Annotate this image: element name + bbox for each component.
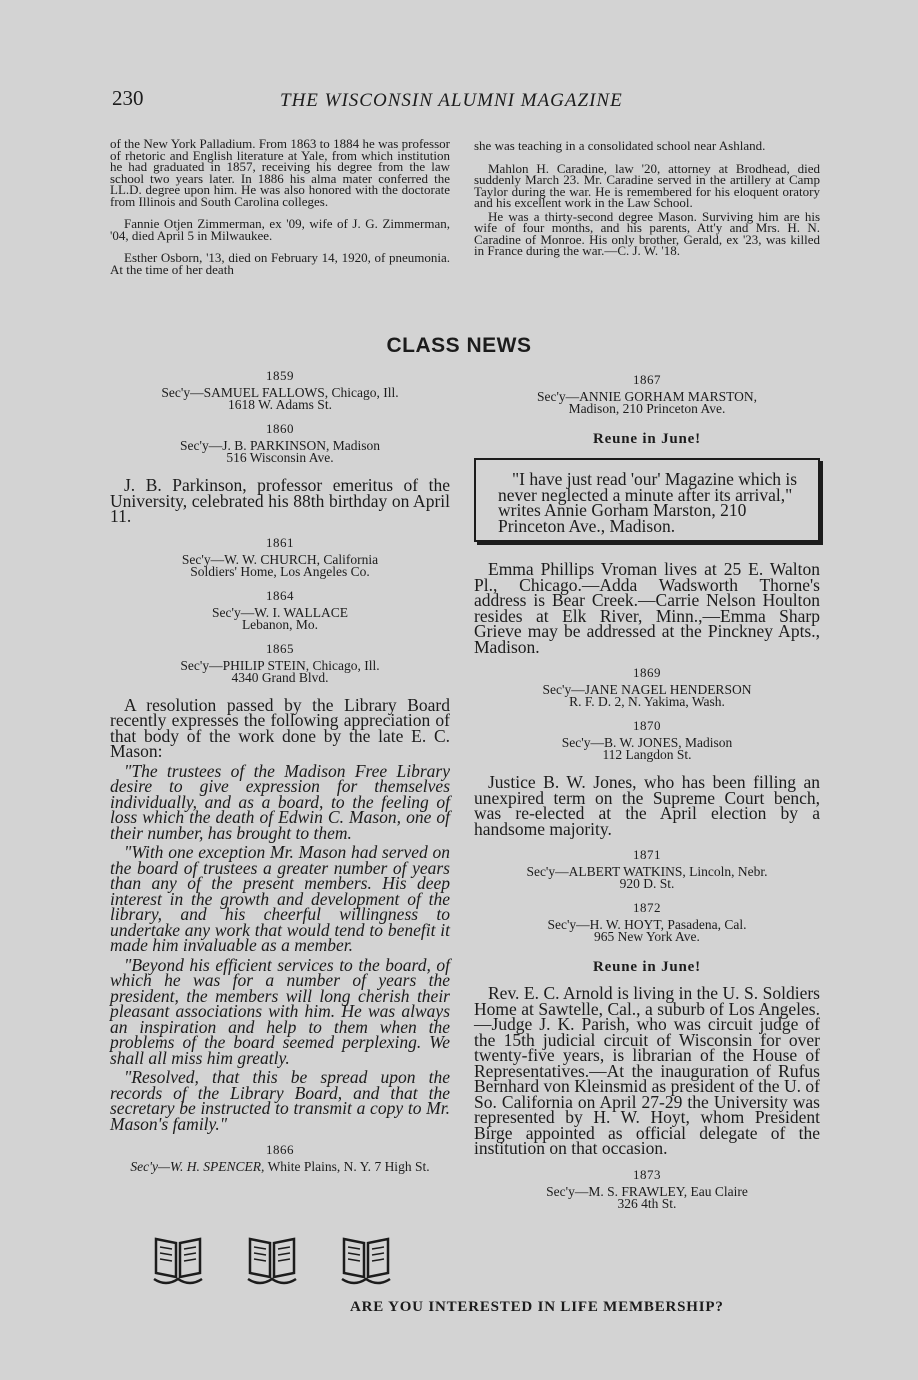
secretary-address: Soldiers' Home, Los Angeles Co. (190, 563, 370, 579)
obituary-paragraph: Mahlon H. Caradine, law '20, attorney at Brodhead, died suddenly March 23. Mr. Caradine served in the artillery at Camp Taylor during the war. He is remembered for his eloquent oratory and his excellent work in the Law School. (474, 160, 820, 210)
class-year: 1873 (633, 1166, 661, 1182)
obituary-paragraph: He was a thirty-second degree Mason. Surviving him are his wife of four months, and his parents, Att'y and Mrs. H. N. Caradine of Monroe. His only brother, Gerald, ex '23, was killed in France during the war.—C. J. W. '18. (474, 208, 820, 258)
obituary-paragraph: she was teaching in a consolidated school near Ashland. (474, 138, 766, 153)
secretary-address: 112 Langdon St. (602, 747, 692, 762)
secretary-address: 516 Wisconsin Ave. (226, 450, 334, 465)
resolution-text: "Resolved, that this be spread upon the records of the Library Board, and that the secretary be instructed to transmit a copy to Mr. Mason's family." (110, 1067, 450, 1134)
book-ornament-icon (244, 1235, 300, 1287)
secretary-block (474, 391, 820, 415)
news-paragraph (474, 983, 820, 1158)
secretary-name: Sec'y—SAMUEL FALLOWS, Chicago, Ill. (161, 385, 399, 400)
section-title: CLASS NEWS (386, 334, 532, 357)
running-header (110, 86, 670, 116)
obituary-paragraph: Fannie Otjen Zimmerman, ex '09, wife of J. G. Zimmerman, '04, died April 5 in Milwaukee. (110, 216, 450, 243)
class-year: 1861 (266, 534, 294, 550)
news-paragraph (110, 475, 450, 526)
secretary-block (474, 737, 820, 761)
news-paragraph (474, 772, 820, 839)
news-text: A resolution passed by the Library Board recently expresses the following appreciation of that body of the work done by the late E. C. Mason: (110, 694, 450, 761)
class-year: 1866 (266, 1142, 294, 1157)
secretary-address: 1618 W. Adams St. (228, 397, 332, 412)
class-year: 1859 (266, 368, 294, 383)
book-ornament-icon (338, 1235, 394, 1287)
book-ornaments (150, 1235, 410, 1290)
secretary-block (474, 919, 820, 943)
class-year: 1869 (633, 665, 661, 680)
secretary-address: White Plains, N. Y. (267, 1159, 372, 1174)
secretary-name: Sec'y—J. B. PARKINSON, Madison (180, 438, 380, 453)
secretary-address: 4340 Grand Blvd. (231, 669, 329, 685)
news-text: Emma Phillips Vroman lives at 25 E. Walton Pl., Chicago.—Adda Wadsworth Thorne's address is Bear Creek.—Carrie Nelson Houlton resides at Elk River, Minn.,—Emma Sharp Grieve may be addressed at the Pinckney Apts., Madison. (474, 559, 820, 657)
quote-text: "I have just read 'our' Magazine which is never neglected a minute after its arrival," writes Annie Gorham Marston, 210 Princeton Ave., Madison. (498, 469, 798, 536)
secretary-block (474, 866, 820, 890)
class-year: 1872 (633, 900, 661, 915)
magazine-title: THE WISCONSIN ALUMNI MAGAZINE (280, 90, 623, 111)
news-paragraph (474, 559, 820, 657)
page-number: 230 (112, 86, 144, 110)
secretary-name: Sec'y—ALBERT WATKINS, Lincoln, Nebr. (526, 864, 768, 879)
secretary-address: 965 New York Ave. (594, 929, 700, 944)
obituary-paragraph: Esther Osborn, '13, died on February 14, 1920, of pneumonia. At the time of her death (110, 250, 450, 277)
news-text: Justice B. W. Jones, who has been filling an unexpired term on the Supreme Court bench, was re-elected at the April election by a handsome majority. (474, 772, 820, 839)
secretary-name: Sec'y—JANE NAGEL HENDERSON (542, 682, 752, 697)
secretary-name: Sec'y—ANNIE GORHAM MARSTON, (536, 389, 758, 404)
obituary-column-right (474, 140, 820, 268)
secretary-block (474, 684, 820, 708)
secretary-block (110, 604, 450, 632)
resolution-text: "The trustees of the Madison Free Library desire to give expression for themselves individually, and as a board, to the feeling of loss which the death of Edwin C. Mason, one of their number, has brought to them. (110, 760, 450, 843)
secretary-name: Sec'y—H. W. HOYT, Pasadena, Cal. (547, 917, 747, 932)
reune-heading: Reune in June! (593, 431, 701, 447)
secretary-block (474, 1183, 820, 1211)
news-paragraph (110, 694, 450, 1134)
obituary-column-left (110, 138, 450, 286)
secretary-block (110, 657, 450, 685)
secretary-block (110, 440, 450, 464)
reune-heading: Reune in June! (593, 959, 701, 975)
class-news-left-column (110, 358, 450, 1173)
footer-banner: ARE YOU INTERESTED IN LIFE MEMBERSHIP? (350, 1299, 724, 1315)
class-year: 1860 (266, 421, 294, 436)
resolution-text: "Beyond his efficient services to the board, of which he was for a number of years the president, the members will long cherish their pleasant associations with him. He was always an inspiration and help to them when the problems of the board seemed perplexing. We shall all miss him greatly. (110, 954, 450, 1068)
secretary-address: 326 4th St. (617, 1195, 677, 1211)
secretary-name: Sec'y—PHILIP STEIN, Chicago, Ill. (180, 657, 380, 673)
secretary-name: Sec'y—W. I. WALLACE (212, 604, 348, 620)
secretary-block (110, 551, 450, 579)
secretary-address: 7 High St. (374, 1159, 430, 1174)
class-news-right-column (474, 362, 820, 1210)
news-text: J. B. Parkinson, professor emeritus of the University, celebrated his 88th birthday on April 11. (110, 475, 450, 526)
class-year: 1871 (633, 847, 661, 862)
secretary-name: Sec'y—W. H. SPENCER, (130, 1159, 265, 1174)
secretary-address: Madison, 210 Princeton Ave. (568, 401, 726, 416)
secretary-name: Sec'y—M. S. FRAWLEY, Eau Claire (546, 1183, 748, 1199)
secretary-address: Lebanon, Mo. (241, 616, 319, 632)
class-year: 1864 (266, 587, 294, 603)
secretary-name: Sec'y—W. W. CHURCH, California (181, 551, 379, 567)
secretary-name: Sec'y—B. W. JONES, Madison (561, 735, 733, 750)
secretary-address: R. F. D. 2, N. Yakima, Wash. (569, 694, 725, 709)
secretary-block (110, 1161, 450, 1173)
book-ornament-icon (150, 1235, 206, 1287)
secretary-block (110, 387, 450, 411)
class-year: 1870 (633, 718, 661, 733)
obituary-paragraph: of the New York Palladium. From 1863 to 1884 he was professor of rhetoric and English literature at Yale, from which institution he had graduated in 1857, receiving his degree from the law school two years later. In 1886 his alma mater conferred the LL.D. degree upon him. He was also honored with the doctorate from Illinois and South Carolina colleges. (110, 136, 450, 209)
class-year: 1867 (633, 372, 661, 387)
secretary-address: 920 D. St. (619, 876, 675, 891)
quote-box (474, 458, 820, 542)
news-text: Rev. E. C. Arnold is living in the U. S. Soldiers Home at Sawtelle, Cal., a suburb of Los Angeles.—Judge J. K. Parish, who was circuit judge of the 15th judicial circuit of Wisconsin for over twenty-five years, is librarian of the House of Representatives.—At the inauguration of Rufus Bernhard von Kleinsmid as president of the U. of So. California on April 27-29 the University was represented by H. W. Hoyt, whom President Birge appointed as official delegate of the institution on that occasion. (474, 983, 820, 1158)
class-year: 1865 (266, 640, 294, 656)
resolution-text: "With one exception Mr. Mason had served on the board of trustees a greater number of years than any of the present members. His deep interest in the growth and development of the library, and his cheerful willingness to undertake any work that would tend to benefit it made him invaluable as a member. (110, 842, 450, 955)
